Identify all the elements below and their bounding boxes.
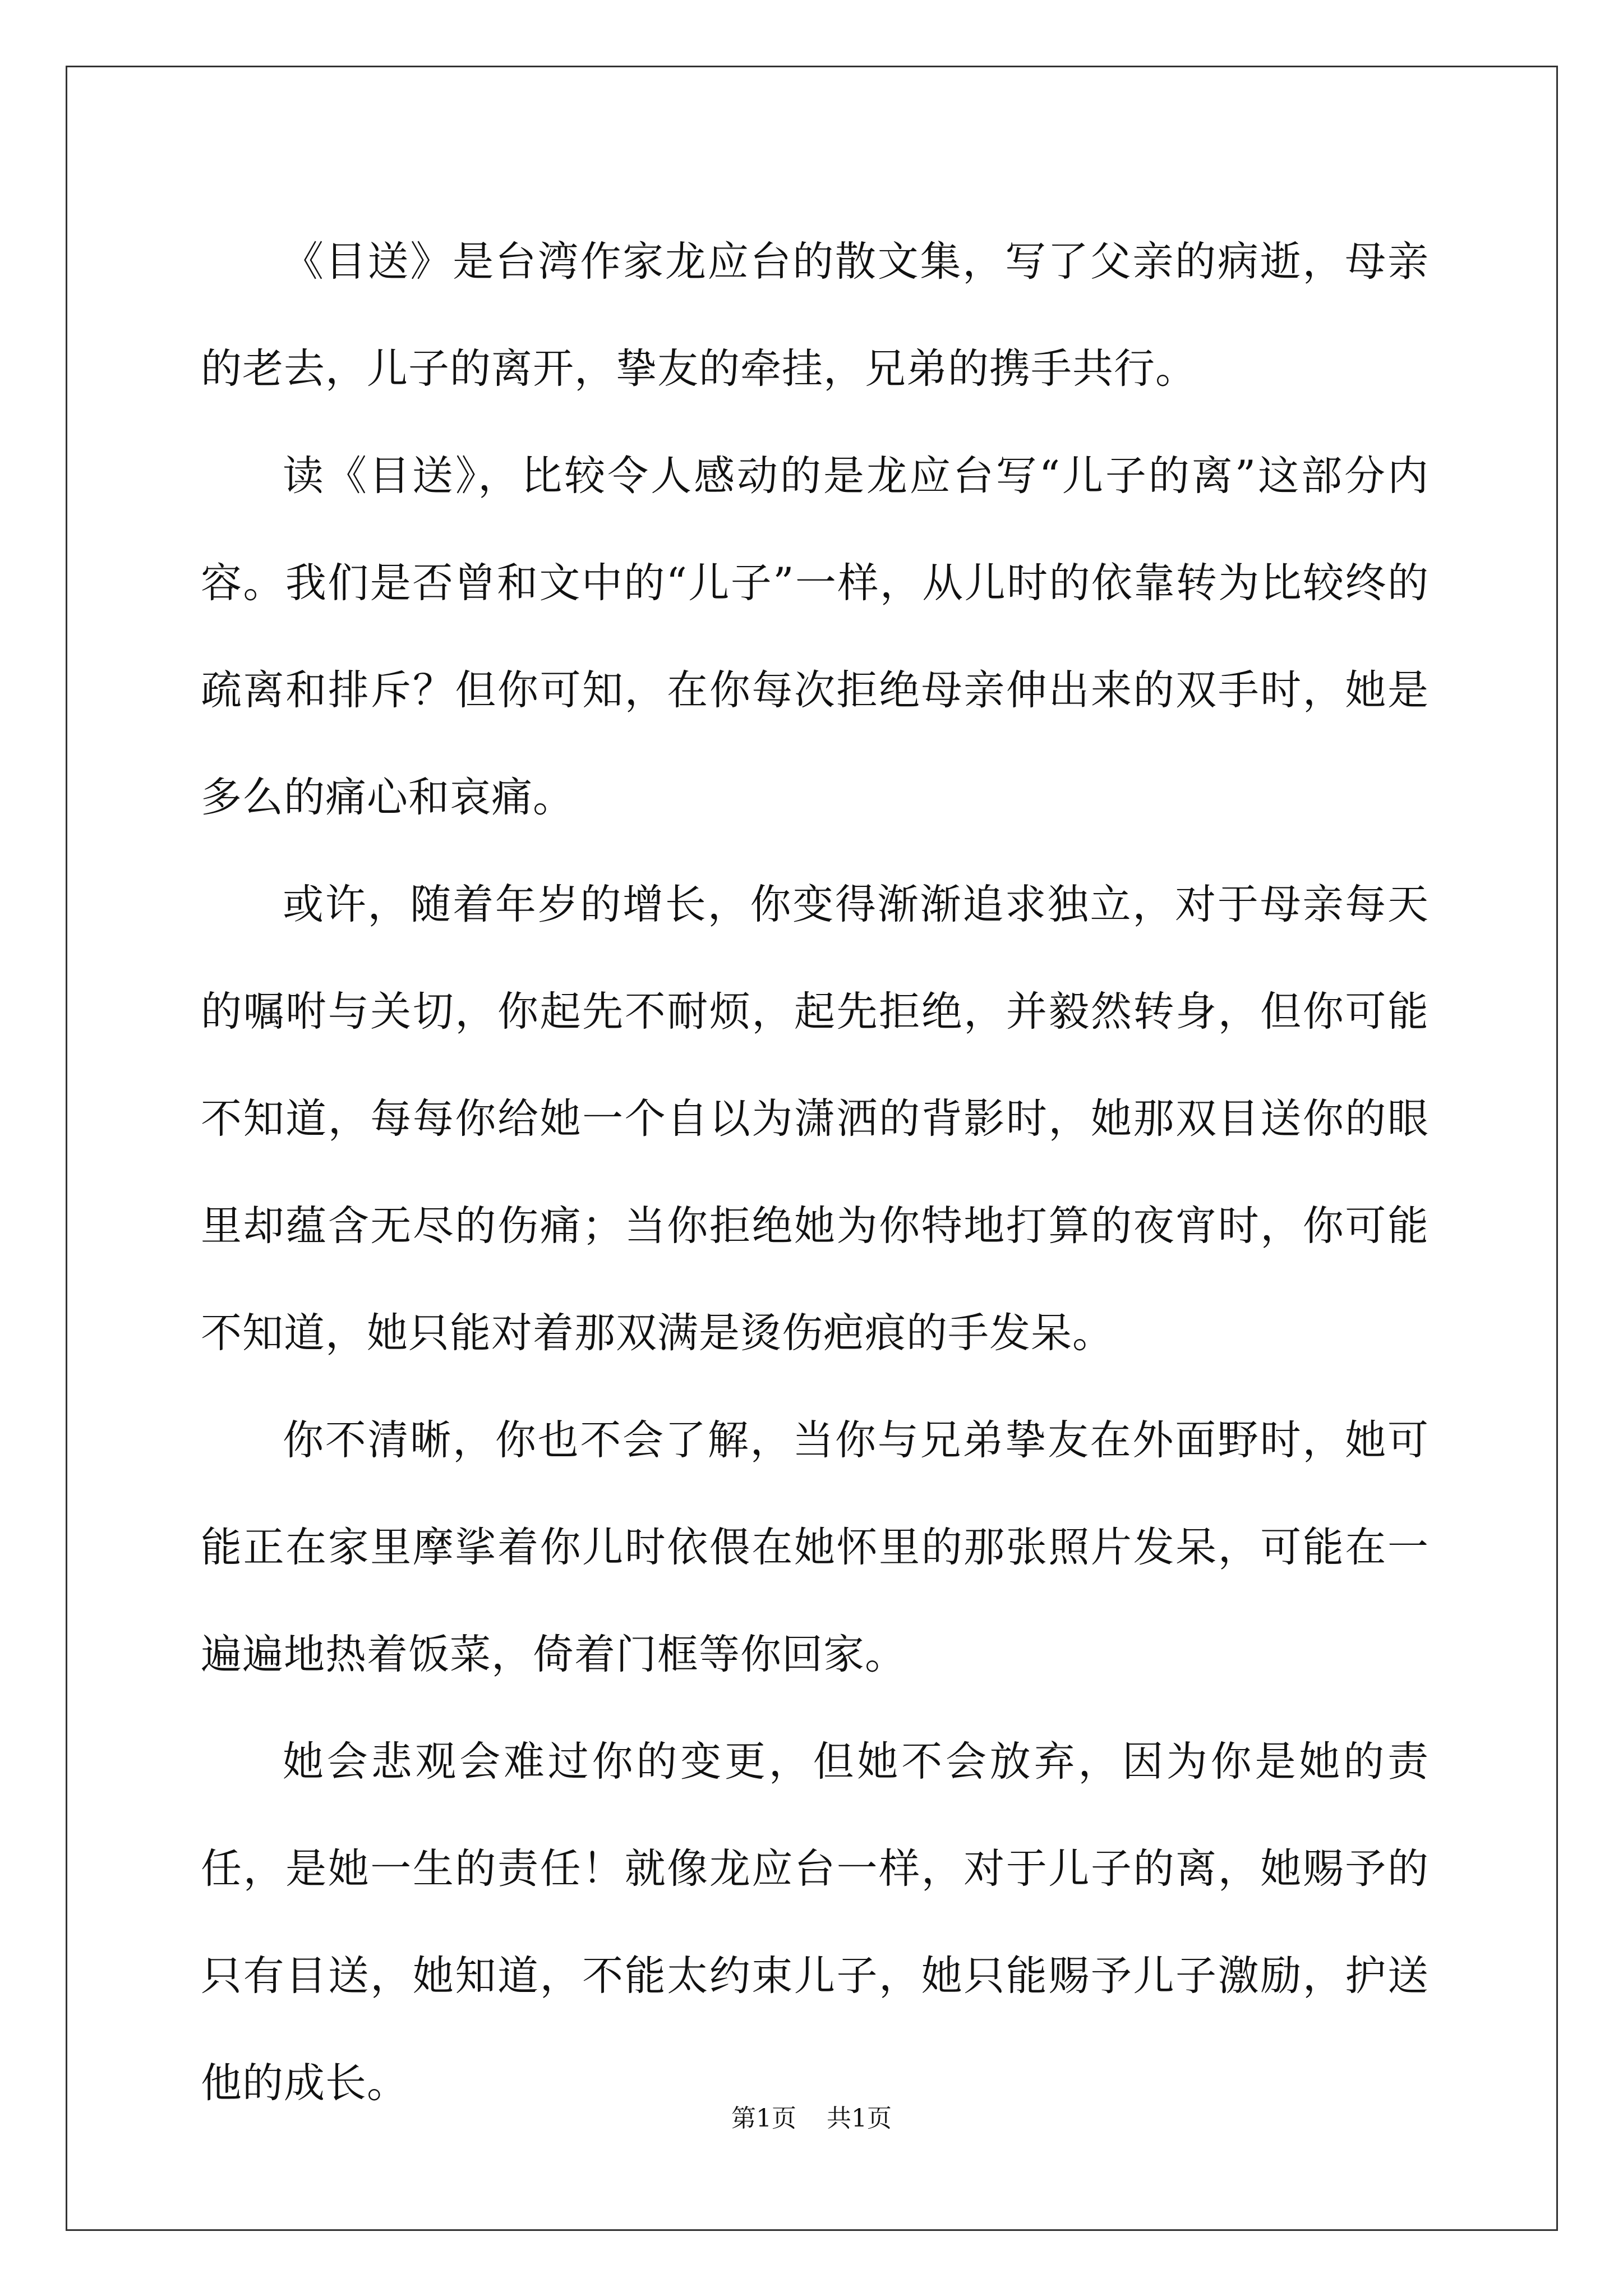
document-body (201, 208, 1429, 2137)
paragraph-2: 读《目送》，比较令人感动的是龙应台写“儿子的离”这部分内容。我们是否曾和文中的“儿子”一样，从儿时的依靠转为比较终的疏离和排斥？但你可知，在你每次拒绝母亲伸出来的双手时，她是多么的痛心和哀痛。 (201, 452, 1429, 821)
paragraph-4: 你不清晰，你也不会了解，当你与兄弟挚友在外面野时，她可能正在家里摩挲着你儿时依偎在她怀里的那张照片发呆，可能在一遍遍地热着饭菜，倚着门框等你回家。 (201, 1416, 1429, 1678)
paragraph-5: 她会悲观会难过你的变更，但她不会放弃，因为你是她的责任，是她一生的责任！就像龙应台一样，对于儿子的离，她赐予的只有目送，她知道，不能太约束儿子，她只能赐予儿子激励，护送他的成长。 (201, 1738, 1429, 2107)
page-number: 第1页 (731, 2104, 796, 2133)
paragraph-3: 或许，随着年岁的增长，你变得渐渐追求独立，对于母亲每天的嘱咐与关切，你起先不耐烦，起先拒绝，并毅然转身，但你可能不知道，每每你给她一个自以为潇洒的背影时，她那双目送你的眼里却蕴含无尽的伤痛；当你拒绝她为你特地打算的夜宵时，你可能不知道，她只能对着那双满是烫伤疤痕的手发呆。 (201, 881, 1429, 1357)
page-footer (0, 2098, 1623, 2134)
paragraph-1: 《目送》是台湾作家龙应台的散文集，写了父亲的病逝，母亲的老去，儿子的离开，挚友的牵挂，兄弟的携手共行。 (201, 238, 1429, 393)
page-total: 共1页 (827, 2104, 892, 2133)
